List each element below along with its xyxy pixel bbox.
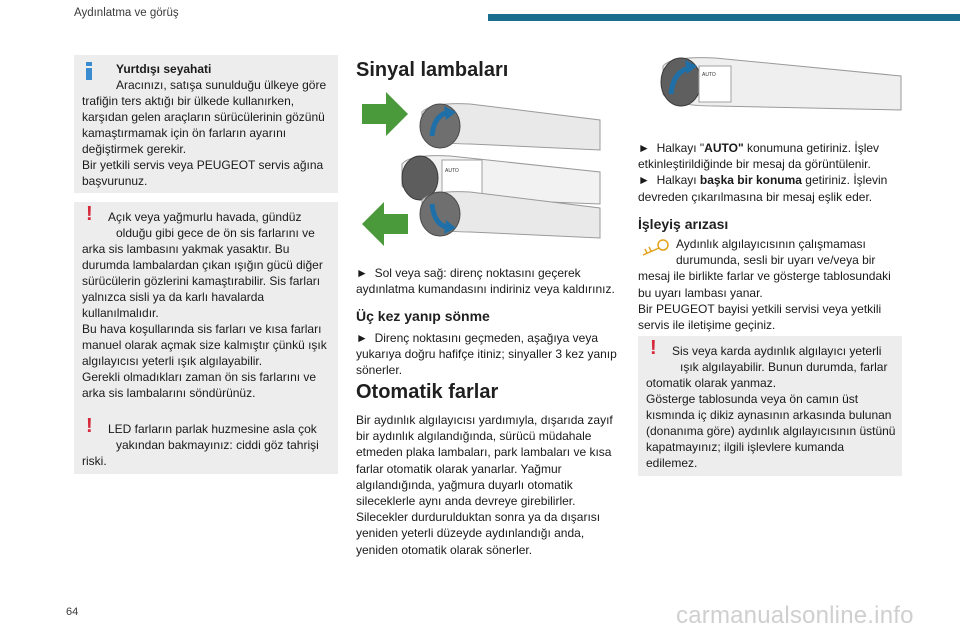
box-text: Açık veya yağmurlu havada, gündüz [108, 210, 302, 224]
auto-lever-illustration [655, 52, 903, 132]
watermark: carmanualsonline.info [676, 602, 914, 629]
alert-icon: ! [86, 203, 93, 225]
auto-lights-text: Bir aydınlık algılayıcısı yardımıyla, dışarıda zayıf bir aydınlık algılandığında, sürücü müdahale etmeden plaka lambaları, park lambaları ve kısa farlar otomatik olarak yanarlar. Yağmur algılandığında, yağmura duyarlı otomatik sileceklerle aynı anda devreye girebilirler. [356, 413, 613, 509]
box-text: Bir yetkili servis veya PEUGEOT servis ağına başvurunuz. [82, 158, 324, 188]
heading-malfunction: İşleyiş arızası [638, 216, 729, 232]
svg-text:AUTO: AUTO [702, 72, 716, 78]
box-text: yakından bakmayınız: ciddi göz tahrişi [116, 438, 319, 452]
alert-box-sensor [638, 336, 902, 476]
alert-icon: ! [650, 337, 657, 359]
svg-text:AUTO: AUTO [445, 168, 459, 174]
malfunction-text: Aydınlık algılayıcısının çalışmaması [676, 237, 866, 251]
auto-lights-text-2: Silecekler durdurulduktan sonra ya da dışarısı yeniden yeterli düzeyde aydınlandığı anda, yeniden otomatik olarak sönerler. [356, 510, 601, 557]
box-text: arka sis lambasını yakmak yasaktır. Bu durumda lambalardan çıkan ışığın gücü diğer sürücülerin gözlerini kamaştırabilir. Sis farları yalnızca sisli ya da karlı havalarda kullanılmalıdır. [82, 242, 323, 320]
info-box-travel [74, 55, 338, 193]
alert-box-led [74, 414, 338, 474]
arrow-left-icon [362, 202, 408, 246]
box-text: Gösterge tablosunda veya ön camın üst kısmında iç dikiz aynasının arkasında bulunan (donanıma göre) aydınlık algılayıcısının üstünü kapatmayınız; ilgili işlevlere kumanda edilemez. [646, 392, 896, 470]
box-text: Bu hava koşullarında sis farları ve kısa farları manuel olarak açmak size kalmıştır çünkü ışık algılayıcısı yeterli ışık algılayabilir. [82, 322, 327, 368]
alert-box-fog-lights [74, 202, 338, 420]
box-text: trafiğin ters aktığı bir ülkede kullanırken, karşıdan gelen araçların sürücülerinin gözünü kamaştırmamak için ön farların ayarını değiştirmek gerekir. [82, 94, 325, 156]
box-title: Yurtdışı seyahati [116, 62, 212, 76]
header-accent-bar [488, 14, 960, 21]
box-text: otomatik olarak yanmaz. [646, 376, 777, 390]
heading-triple-flash: Üç kez yanıp sönme [356, 308, 490, 324]
box-text: Aracınızı, satışa sunulduğu ülkeye göre [116, 78, 327, 92]
box-text: riski. [82, 454, 107, 468]
arrow-right-icon [362, 92, 408, 136]
section-title: Aydınlatma ve görüş [74, 7, 179, 19]
malfunction-text: durumunda, sesli bir uyarı ve/veya bir [676, 253, 876, 268]
page-number: 64 [66, 606, 79, 618]
box-text: olduğu gibi gece de ön sis farlarını ve [116, 226, 315, 240]
box-text: Sis veya karda aydınlık algılayıcı yeterli [672, 344, 882, 358]
heading-signal-lamps: Sinyal lambaları [356, 59, 509, 81]
auto-step-1: ► Halkayı "AUTO" konumuna getiriniz. İşlev etkinleştirildiğinde bir mesaj da görüntülenir. [638, 141, 880, 172]
heading-auto-lights: Otomatik farlar [356, 381, 499, 403]
malfunction-text-2: Bir PEUGEOT bayisi yetkili servisi veya yetkili servis ile iletişime geçiniz. [638, 301, 882, 333]
auto-step-2: ► Halkayı başka bir konuma getiriniz. İşlevin devreden çıkarılmasına bir mesaj eşlik eder. [638, 173, 888, 204]
signal-lever-illustration [360, 92, 610, 252]
info-icon [86, 62, 92, 80]
box-text: Gerekli olmadıkları zaman ön sis farlarını ve arka sis lambalarını söndürünüz. [82, 370, 317, 400]
malfunction-text: mesaj ile birlikte farlar ve gösterge tablosundaki bu uyarı lambası yanar. [638, 269, 891, 300]
signal-instruction: ► Sol veya sağ: direnç noktasını geçerek aydınlatma kumandasını indiriniz veya kaldırınız. [356, 266, 615, 297]
alert-icon: ! [86, 415, 93, 437]
box-text: LED farların parlak huzmesine asla çok [108, 422, 317, 436]
box-text: ışık algılayabilir. Bunun durumda, farlar [680, 360, 888, 374]
lever-upper [420, 104, 600, 150]
triple-flash-instruction: ► Direnç noktasını geçmeden, aşağıya veya yukarıya doğru hafifçe itiniz; sinyaller 3 kez yanıp sönerler. [356, 331, 617, 378]
